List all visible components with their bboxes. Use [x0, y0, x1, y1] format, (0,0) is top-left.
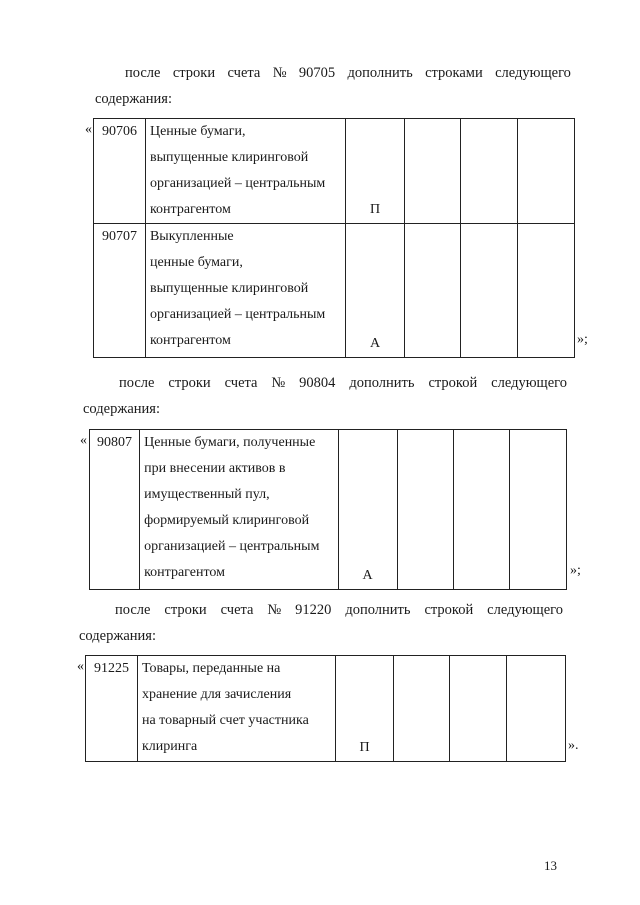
- name-line: Ценные бумаги, полученные: [144, 435, 316, 450]
- empty-cell: [461, 224, 518, 358]
- close-quote: »;: [577, 332, 588, 347]
- table-row: [94, 119, 575, 224]
- account-code: 90706: [94, 119, 146, 224]
- open-quote: «: [77, 659, 84, 674]
- name-line: хранение для зачисления: [141, 687, 292, 702]
- account-code: 91225: [86, 656, 138, 762]
- empty-cell: [518, 119, 575, 224]
- account-table-1: [93, 118, 575, 358]
- account-table-2: [89, 429, 567, 590]
- paragraph-line-1: [119, 370, 567, 396]
- word: №: [271, 375, 286, 391]
- empty-cell: [518, 224, 575, 358]
- name-line: имущественный пул,: [144, 487, 270, 502]
- empty-cell: [405, 224, 461, 358]
- paragraph-line-2: содержания:: [95, 91, 173, 107]
- close-quote: »;: [570, 563, 581, 578]
- word: счета: [227, 65, 261, 81]
- name-line: контрагентом: [144, 565, 225, 580]
- word: следующего: [491, 375, 567, 391]
- name-line: ценные бумаги,: [149, 255, 243, 270]
- open-quote: «: [80, 433, 87, 448]
- word: 90705: [298, 65, 336, 81]
- name-line: контрагентом: [149, 333, 231, 348]
- name-line: формируемый клиринговой: [144, 513, 310, 528]
- name-line: на товарный счет участника: [141, 713, 309, 728]
- name-line: организацией – центральным: [149, 307, 326, 322]
- name-line: Ценные бумаги,: [149, 124, 246, 139]
- paragraph-section-2: [83, 370, 567, 422]
- empty-cell: [394, 656, 450, 762]
- word: строки: [164, 602, 207, 618]
- name-line: Выкупленные: [149, 229, 234, 244]
- word: строками: [425, 65, 483, 81]
- account-name: [137, 656, 335, 762]
- word: следующего: [487, 602, 563, 618]
- name-line: клиринга: [141, 739, 198, 754]
- empty-cell: [507, 656, 566, 762]
- word: дополнить: [345, 602, 411, 618]
- word: счета: [220, 602, 254, 618]
- word: строки: [172, 65, 216, 81]
- account-code: 90707: [94, 224, 146, 358]
- paragraph-line-1: [125, 60, 571, 86]
- paragraph-section-3: [79, 597, 563, 649]
- account-type-mark: А: [338, 430, 397, 590]
- empty-cell: [405, 119, 461, 224]
- account-type-mark: П: [335, 656, 394, 762]
- word: следующего: [495, 65, 571, 81]
- empty-cell: [397, 430, 453, 590]
- name-line: Товары, переданные на: [141, 661, 281, 676]
- paragraph-section-1: [95, 60, 571, 112]
- name-line: контрагентом: [149, 202, 231, 217]
- paragraph-line-1: [115, 597, 563, 623]
- word: счета: [224, 375, 258, 391]
- close-quote: ».: [568, 738, 579, 753]
- account-name: [145, 119, 345, 224]
- table-row: [90, 430, 567, 590]
- word: после: [125, 65, 161, 81]
- word: дополнить: [349, 375, 415, 391]
- name-line: выпущенные клиринговой: [149, 150, 309, 165]
- word: 91220: [295, 602, 332, 618]
- paragraph-line-2: содержания:: [79, 628, 157, 644]
- paragraph-line-2: содержания:: [83, 401, 161, 417]
- empty-cell: [509, 430, 566, 590]
- name-line: организацией – центральным: [149, 176, 326, 191]
- empty-cell: [450, 656, 507, 762]
- word: №: [267, 602, 282, 618]
- account-table-3: [85, 655, 566, 762]
- name-line: при внесении активов в: [144, 461, 286, 476]
- table-row: [86, 656, 566, 762]
- word: дополнить: [347, 65, 413, 81]
- empty-cell: [453, 430, 509, 590]
- account-type-mark: П: [345, 119, 405, 224]
- account-name: [140, 430, 338, 590]
- name-line: организацией – центральным: [144, 539, 320, 554]
- table-row: [94, 224, 575, 358]
- word: после: [119, 375, 155, 391]
- account-type-mark: А: [345, 224, 405, 358]
- word: строки: [168, 375, 211, 391]
- name-line: выпущенные клиринговой: [149, 281, 309, 296]
- open-quote: «: [85, 122, 92, 137]
- page-number: 13: [544, 858, 557, 873]
- word: после: [115, 602, 151, 618]
- account-name: [145, 224, 345, 358]
- word: №: [272, 65, 287, 81]
- empty-cell: [461, 119, 518, 224]
- word: строкой: [428, 375, 478, 391]
- account-code: 90807: [90, 430, 140, 590]
- word: строкой: [424, 602, 474, 618]
- word: 90804: [299, 375, 336, 391]
